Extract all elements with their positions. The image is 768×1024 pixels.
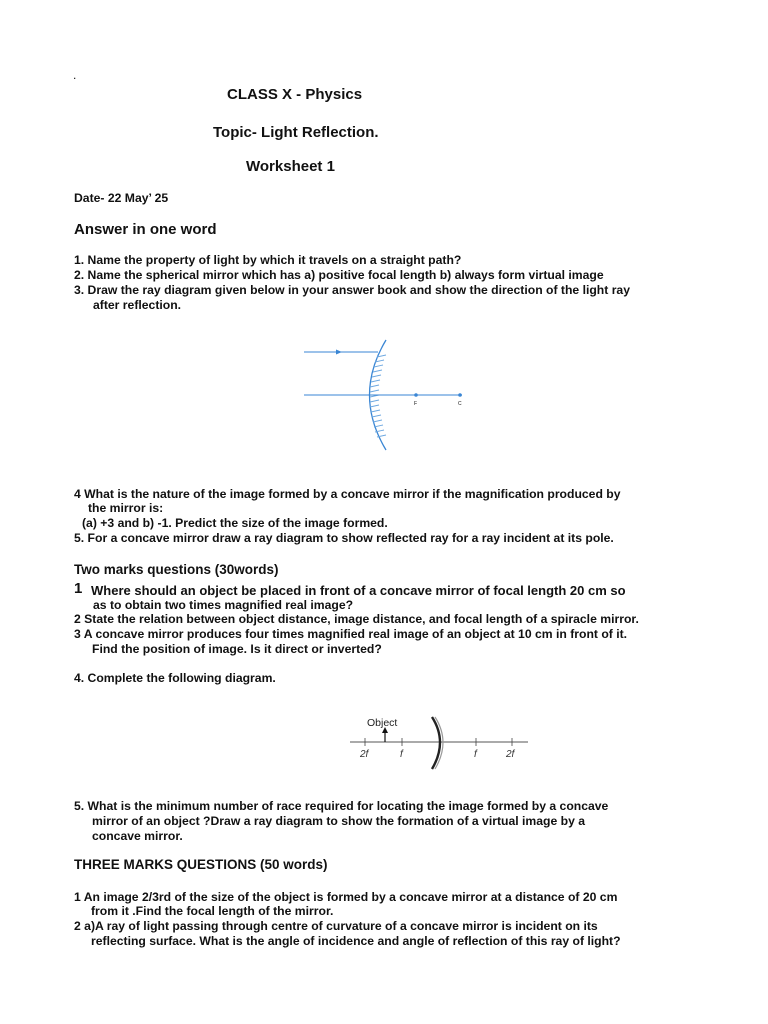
question-2-1-number: 1 — [74, 580, 83, 597]
ray-diagram-convex-mirror — [298, 335, 468, 455]
question-2-1-cont: as to obtain two times magnified real image? — [93, 598, 354, 612]
question-2-2: 2 State the relation between object distance, image distance, and focal length of a spiracle mirror. — [74, 612, 639, 626]
section-heading-three-marks: THREE MARKS QUESTIONS (50 words) — [74, 857, 328, 872]
label-2f-left: 2f — [360, 749, 369, 760]
question-2-3: 3 A concave mirror produces four times magnified real image of an object at 10 cm in front of it. — [74, 627, 628, 641]
question-2-5-cont2: concave mirror. — [92, 829, 183, 843]
question-1-3: 3. Draw the ray diagram given below in your answer book and show the direction of the light ray — [74, 283, 630, 297]
question-1-3-cont: after reflection. — [93, 298, 182, 312]
object-label: Object — [367, 717, 398, 729]
label-2f-right: 2f — [506, 749, 515, 760]
class-title: CLASS X - Physics — [227, 86, 363, 103]
question-2-1: Where should an object be placed in front of a concave mirror of focal length 20 cm so — [91, 583, 626, 598]
question-1-4-cont: the mirror is: — [88, 501, 164, 515]
concave-mirror-object-diagram — [348, 712, 532, 776]
section-heading-two-marks: Two marks questions (30words) — [74, 562, 279, 577]
topic-title: Topic- Light Reflection. — [213, 124, 379, 141]
question-2-4: 4. Complete the following diagram. — [74, 671, 276, 685]
worksheet-title: Worksheet 1 — [246, 158, 335, 175]
label-f-right: f — [474, 749, 477, 760]
question-2-5: 5. What is the minimum number of race required for locating the image formed by a concave — [74, 799, 609, 813]
question-2-3-cont: Find the position of image. Is it direct or inverted? — [92, 642, 382, 656]
question-1-2: 2. Name the spherical mirror which has a) positive focal length b) always form virtual image — [74, 268, 604, 282]
date-line: Date- 22 May’ 25 — [74, 191, 169, 205]
question-3-2: 2 a)A ray of light passing through centre of curvature of a concave mirror is incident on its — [74, 919, 598, 933]
question-3-1-cont: from it .Find the focal length of the mirror. — [91, 904, 334, 918]
section-heading-one-word: Answer in one word — [74, 221, 217, 238]
question-2-5-cont1: mirror of an object ?Draw a ray diagram to show the formation of a virtual image by a — [92, 814, 586, 828]
question-3-1: 1 An image 2/3rd of the size of the object is formed by a concave mirror at a distance of 20 cm — [74, 890, 618, 904]
question-1-4-options: (a) +3 and b) -1. Predict the size of the image formed. — [82, 516, 388, 530]
label-f-left: f — [400, 749, 403, 760]
question-1-5: 5. For a concave mirror draw a ray diagram to show reflected ray for a ray incident at its pole. — [74, 531, 614, 545]
question-1-4: 4 What is the nature of the image formed by a concave mirror if the magnification produced by — [74, 487, 621, 501]
stray-dot: . — [73, 68, 77, 82]
question-3-2-cont: reflecting surface. What is the angle of incidence and angle of reflection of this ray of light? — [91, 934, 621, 948]
question-1-1: 1. Name the property of light by which it travels on a straight path? — [74, 253, 462, 267]
label-c: C — [458, 401, 462, 407]
label-f: F — [414, 401, 418, 407]
